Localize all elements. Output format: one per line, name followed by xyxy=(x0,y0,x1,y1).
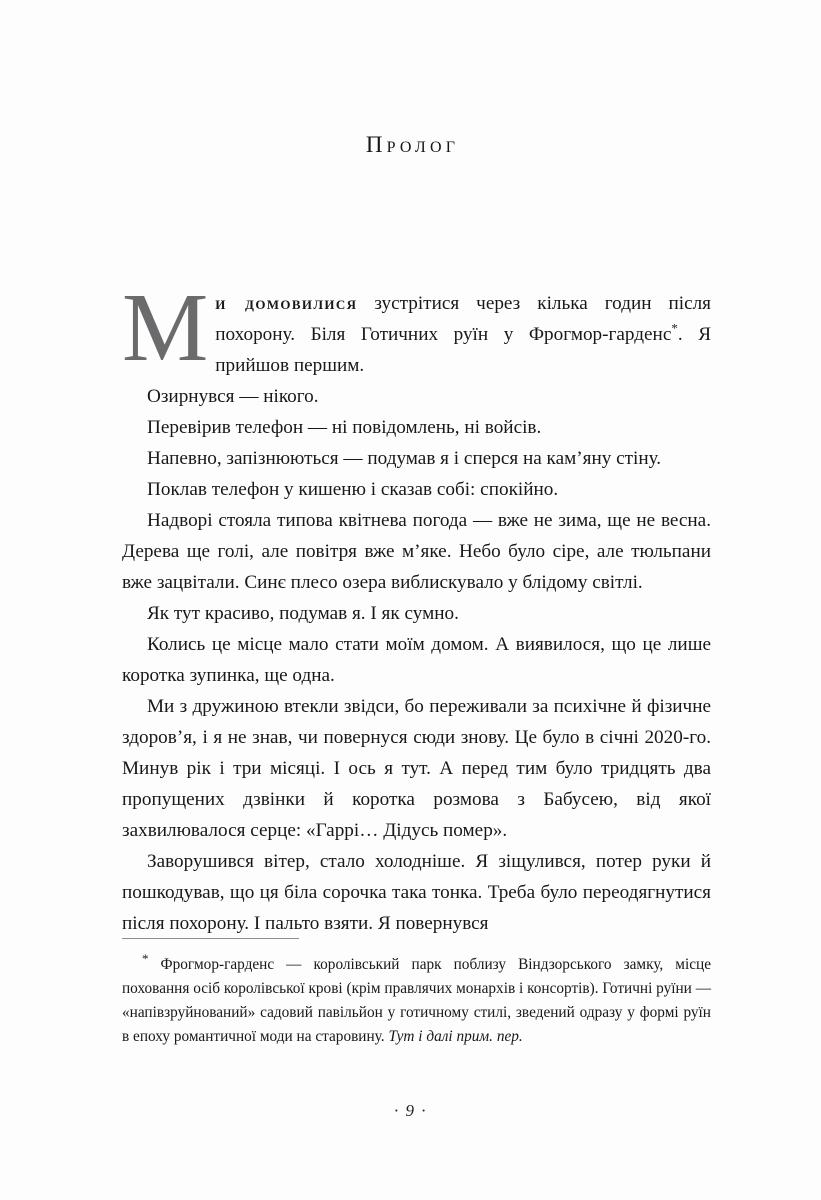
paragraph: Перевірив телефон — ні повідомлень, ні войсів. xyxy=(147,417,542,438)
paragraph: Напевно, запізнюються — подумав я і сперся на кам’яну стіну. xyxy=(147,448,662,469)
footnote-attribution: Тут і далі прим. пер. xyxy=(388,1028,523,1046)
lead-small-caps-phrase: и домовилися xyxy=(215,293,358,314)
chapter-title: Пролог xyxy=(365,132,460,157)
paragraph: Поклав телефон у кишеню і сказав собі: спокійно. xyxy=(147,479,559,500)
paragraph-opening-tail: . Я прийшов першим. xyxy=(215,324,711,376)
paragraph: Надворі стояла типова квітнева погода — вже не зима, ще не весна. Дерева ще голі, але повітря вже м’яке. Небо було сіре, але тюльпани вже зацвітали. Синє плесо озера виблискувало у блідому світлі. xyxy=(122,510,711,593)
paragraph: Заворушився вітер, стало холодніше. Я зіщулився, потер руки й пошкодував, що ця біла сорочка така тонка. Треба було переодягнутися після похорону. І пальто взяти. Я повернувся xyxy=(122,851,711,934)
footnote-reference-marker: * xyxy=(671,320,678,336)
footnote-body: Фрогмор-гарденс — королівський парк поблизу Віндзорського замку, місце поховання осіб королівської крові (крім правлячих монархів і консортів). Готичні руїни — «напівзруйнований» садовий павільйон у готичному стилі, зведений одразу у формі руїн в епоху романтичної моди на старовину. xyxy=(122,956,711,1046)
paragraph: Озирнувся — нікого. xyxy=(147,386,319,407)
drop-cap-letter: М xyxy=(122,274,209,381)
footnote-text xyxy=(122,950,711,1049)
paragraph-opening xyxy=(122,274,711,381)
paragraph: Ми з дружиною втекли звідси, бо переживали за психічне й фізичне здоров’я, і я не знав, чи повернуся сюди знову. Це було в січні 2020-го. Минув рік і три місяці. І ось я тут. А перед тим було тридцять два пропущених дзвінки й коротка розмова з Бабусею, від якої захвилювалося серце: «Гаррі… Дідусь помер». xyxy=(122,696,711,841)
paragraph: Як тут красиво, подумав я. І як сумно. xyxy=(147,603,459,624)
footnote-separator-rule xyxy=(122,938,299,939)
page-number: · 9 · xyxy=(394,1101,427,1120)
paragraph-opening-text: зустрітися через кілька годин після похорону. Біля Готичних руїн у Фрогмор-гарденс xyxy=(215,293,711,345)
body-text-column xyxy=(122,274,711,939)
footnote-star-marker: * xyxy=(142,950,149,966)
footnote-block xyxy=(122,938,711,1049)
paragraph: Колись це місце мало стати моїм домом. А виявилося, що це лише коротка зупинка, ще одна. xyxy=(122,634,711,686)
